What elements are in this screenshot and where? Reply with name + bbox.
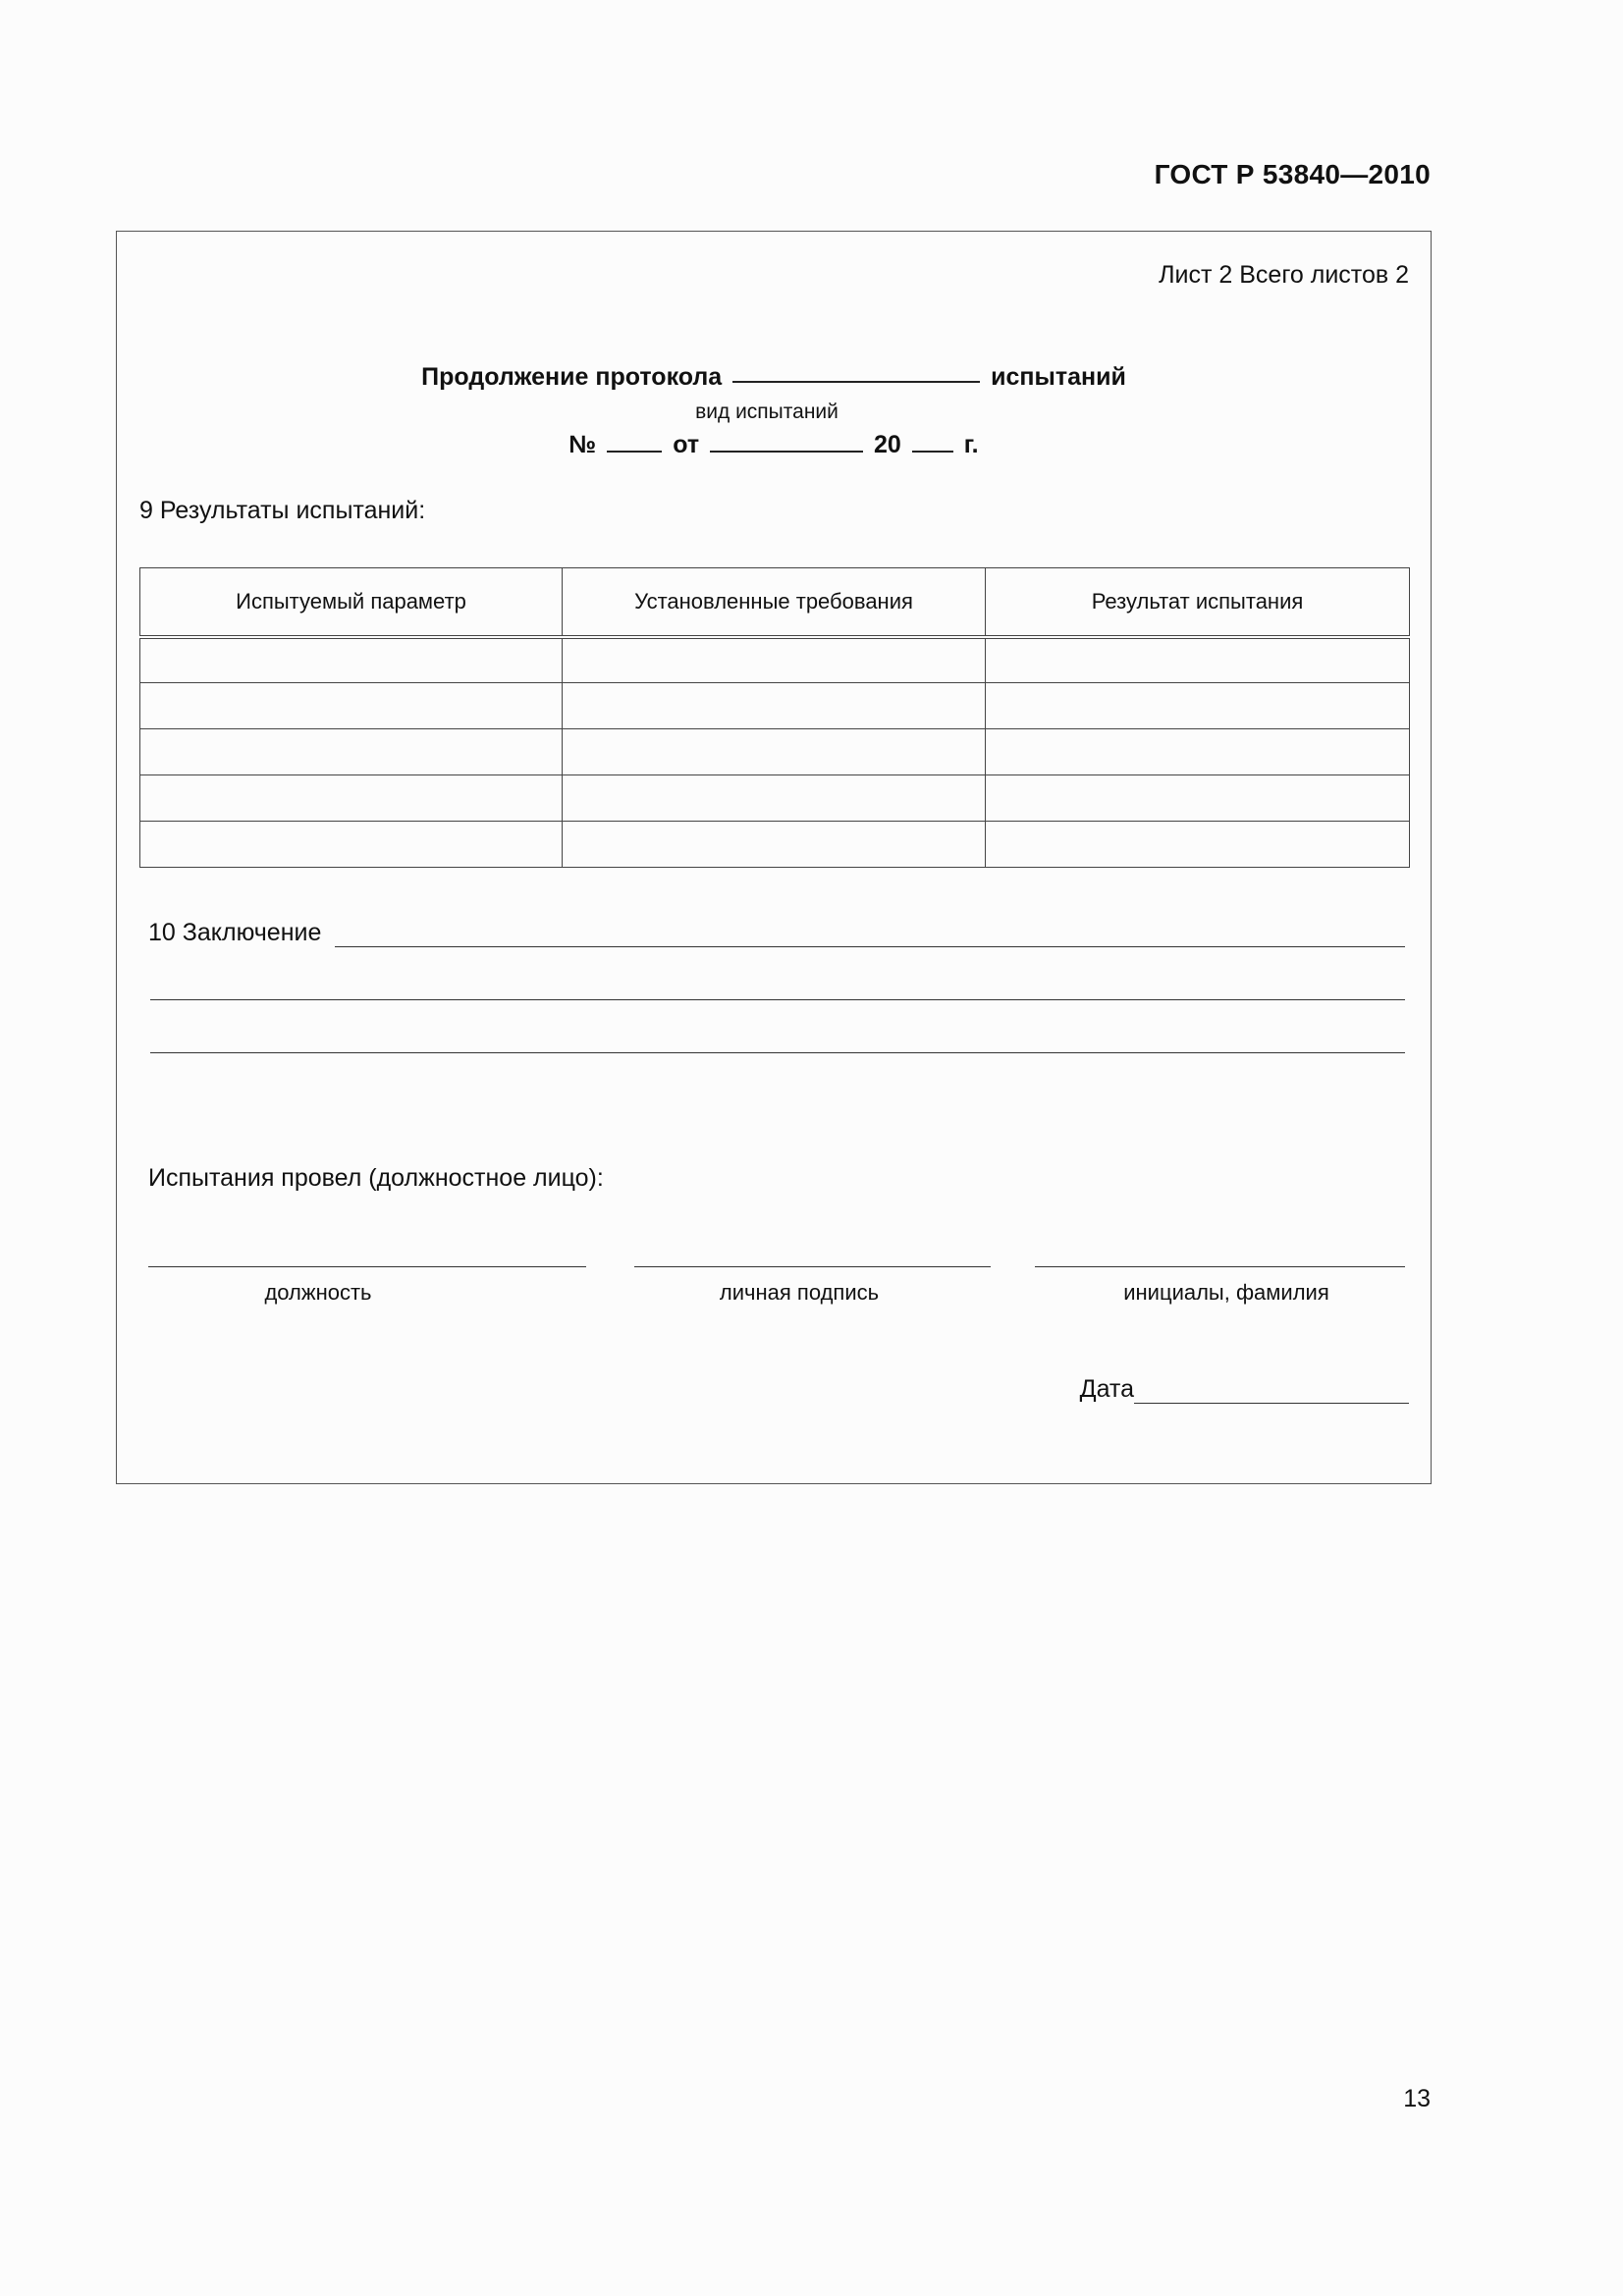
section-10-heading: 10 Заключение [148,919,322,946]
table-cell[interactable] [563,683,986,729]
column-header-parameter: Испытуемый параметр [140,568,563,637]
year-blank[interactable] [912,450,953,453]
name-caption: инициалы, фамилия [1123,1280,1329,1305]
protocol-form [116,231,1432,1484]
position-caption: должность [264,1280,372,1305]
from-word: от [673,431,700,458]
protocol-title [117,363,1431,392]
table-row [140,729,1410,775]
title-prefix: Продолжение протокола [421,363,723,391]
protocol-number-line [117,431,1431,459]
table-cell[interactable] [563,729,986,775]
conclusion-line-3[interactable] [150,1052,1405,1053]
page-number: 13 [1403,2085,1431,2112]
results-table-header [140,568,1410,637]
results-table [139,567,1410,868]
table-row [140,822,1410,868]
table-cell[interactable] [140,683,563,729]
table-cell[interactable] [563,775,986,822]
column-header-requirements: Установленные требования [563,568,986,637]
date-line [1080,1375,1409,1404]
year-suffix: г. [963,431,979,458]
table-row [140,683,1410,729]
number-sign: № [568,431,597,458]
table-row [140,637,1410,683]
table-cell[interactable] [986,683,1410,729]
conclusion-line-1[interactable] [335,921,1405,947]
table-cell[interactable] [986,775,1410,822]
section-10-conclusion [148,919,1405,947]
document-code: ГОСТ Р 53840—2010 [1154,159,1431,189]
signature-field[interactable] [634,1266,991,1267]
sheet-info: Лист 2 Всего листов 2 [1159,261,1409,289]
table-cell[interactable] [563,822,986,868]
table-cell[interactable] [986,729,1410,775]
protocol-date-blank[interactable] [710,450,863,453]
conclusion-line-2[interactable] [150,999,1405,1000]
test-type-blank[interactable] [732,380,980,383]
column-header-result: Результат испытания [986,568,1410,637]
table-cell[interactable] [986,637,1410,683]
table-cell[interactable] [140,729,563,775]
table-cell[interactable] [140,775,563,822]
year-prefix: 20 [874,431,901,458]
name-field[interactable] [1035,1266,1405,1267]
test-type-caption: вид испытаний [695,400,839,423]
table-row [140,775,1410,822]
tester-label: Испытания провел (должностное лицо): [148,1164,604,1192]
table-cell[interactable] [563,637,986,683]
date-field[interactable] [1134,1381,1409,1404]
table-cell[interactable] [140,822,563,868]
signature-caption: личная подпись [719,1280,880,1305]
date-label: Дата [1079,1375,1134,1403]
section-9-heading: 9 Результаты испытаний: [139,497,426,524]
table-cell[interactable] [986,822,1410,868]
table-cell[interactable] [140,637,563,683]
position-field[interactable] [148,1266,586,1267]
title-suffix: испытаний [991,363,1126,391]
protocol-number-blank[interactable] [607,450,662,453]
